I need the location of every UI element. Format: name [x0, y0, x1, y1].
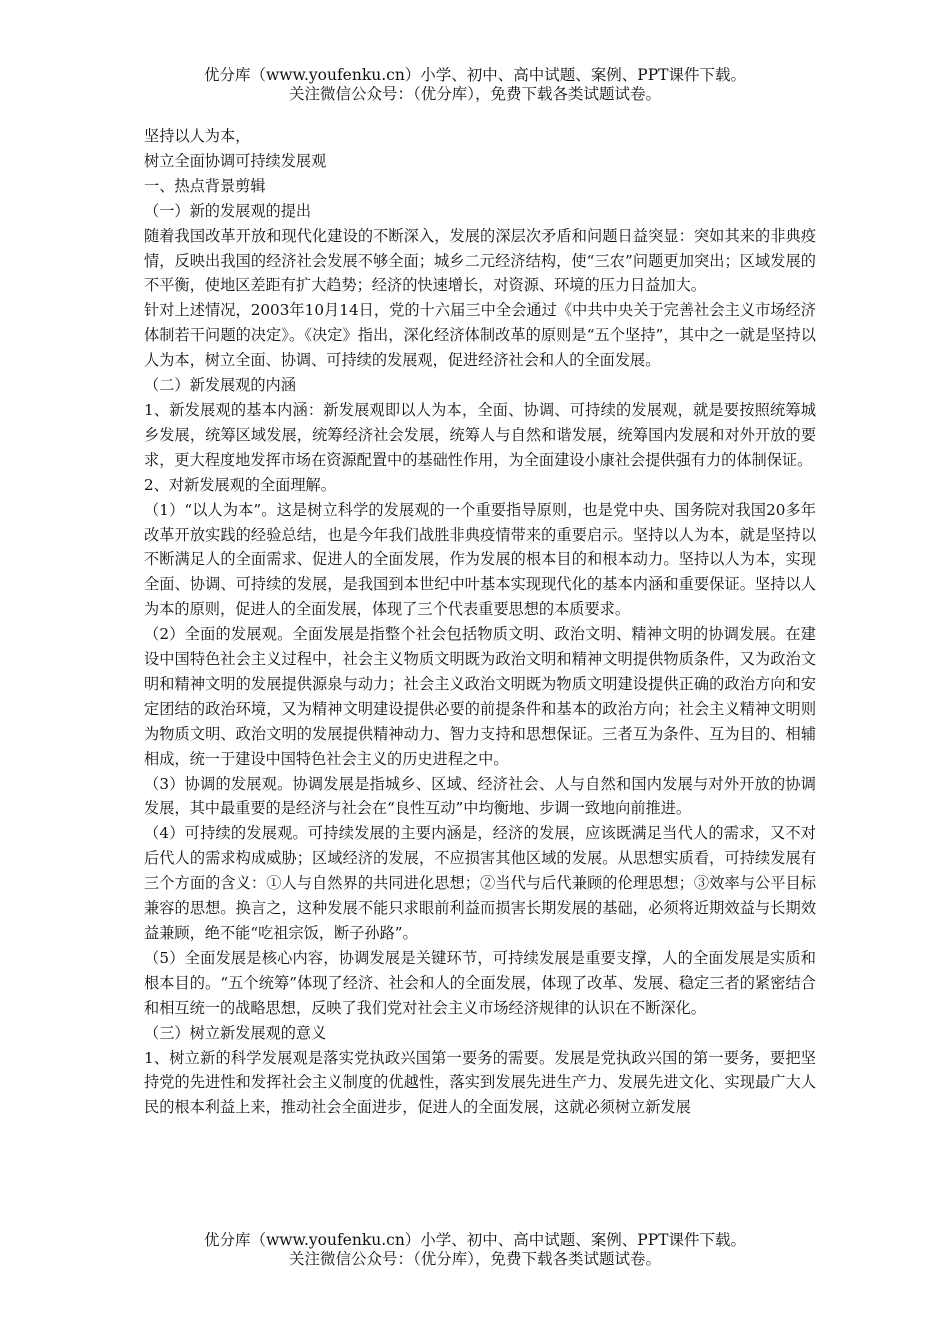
page-footer — [0, 1231, 950, 1269]
paragraph: 针对上述情况，2003年10月14日，党的十六届三中全会通过《中共中央关于完善社会主义市场经济体制若干问题的决定》。《决定》指出，深化经济体制改革的原则是“五个坚持”，其中之一就是坚持以人为本，树立全面、协调、可持续的发展观，促进经济社会和人的全面发展。 — [144, 301, 816, 370]
header-line-1: 优分库（www.youfenku.cn）小学、初中、高中试题、案例、PPT课件下载。 — [203, 66, 747, 84]
page-header — [0, 66, 950, 104]
paragraph: （3）协调的发展观。协调发展是指城乡、区域、经济社会、人与自然和国内发展与对外开放的协调发展，其中最重要的是经济与社会在“良性互动”中均衡地、步调一致地向前推进。 — [144, 774, 816, 818]
document-body — [144, 124, 816, 1120]
paragraph: 随着我国改革开放和现代化建设的不断深入，发展的深层次矛盾和问题日益突显：突如其来的非典疫情，反映出我国的经济社会发展不够全面；城乡二元经济结构，使“三农”问题更加突出；区域发展的不平衡，使地区差距有扩大趋势；经济的快速增长，对资源、环境的压力日益加大。 — [144, 226, 816, 295]
paragraph: 2、对新发展观的全面理解。 — [144, 475, 336, 494]
paragraph: （2）全面的发展观。全面发展是指整个社会包括物质文明、政治文明、精神文明的协调发展。在建设中国特色社会主义过程中，社会主义物质文明既为政治文明和精神文明提供物质条件，又为政治文明和精神文明的发展提供源泉与动力；社会主义政治文明既为物质文明建设提供正确的政治方向和安定团结的政治环境，又为精神文明建设提供必要的前提条件和基本的政治方向；社会主义精神文明则为物质文明、政治文明的发展提供精神动力、智力支持和思想保证。三者互为条件、互为目的、相辅相成，统一于建设中国特色社会主义的历史进程之中。 — [144, 625, 816, 768]
subsection-heading: （三）树立新发展观的意义 — [144, 1023, 327, 1042]
header-line-2: 关注微信公众号：（优分库），免费下载各类试题试卷。 — [288, 85, 661, 103]
paragraph: （5）全面发展是核心内容，协调发展是关键环节，可持续发展是重要支撑，人的全面发展是实质和根本目的。“五个统筹”体现了经济、社会和人的全面发展，体现了改革、发展、稳定三者的紧密结合和相互统一的战略思想，反映了我们党对社会主义市场经济规律的认识在不断深化。 — [144, 948, 816, 1017]
paragraph: 1、树立新的科学发展观是落实党执政兴国第一要务的需要。发展是党执政兴国的第一要务，要把坚持党的先进性和发挥社会主义制度的优越性，落实到发展先进生产力、发展先进文化、实现最广大人民的根本利益上来，推动社会全面进步，促进人的全面发展，这就必须树立新发展 — [144, 1048, 816, 1117]
title-line-1: 坚持以人为本， — [144, 127, 251, 145]
subsection-heading: （二）新发展观的内涵 — [144, 376, 296, 395]
footer-line-1: 优分库（www.youfenku.cn）小学、初中、高中试题、案例、PPT课件下载。 — [203, 1231, 747, 1249]
section-heading: 一、热点背景剪辑 — [144, 176, 266, 195]
paragraph: （4）可持续的发展观。可持续发展的主要内涵是，经济的发展，应该既满足当代人的需求，又不对后代人的需求构成威胁；区域经济的发展，不应损害其他区域的发展。从思想实质看，可持续发展有三个方面的含义：①人与自然界的共同进化思想；②当代与后代兼顾的伦理思想；③效率与公平目标兼容的思想。换言之，这种发展不能只求眼前利益而损害长期发展的基础，必须将近期效益与长期效益兼顾，绝不能“吃祖宗饭，断子孙路”。 — [144, 824, 816, 942]
subsection-heading: （一）新的发展观的提出 — [144, 201, 312, 220]
paragraph: 1、新发展观的基本内涵：新发展观即以人为本，全面、协调、可持续的发展观，就是要按照统筹城乡发展，统筹区域发展，统筹经济社会发展，统筹人与自然和谐发展，统筹国内发展和对外开放的要求，更大程度地发挥市场在资源配置中的基础性作用，为全面建设小康社会提供强有力的体制保证。 — [144, 400, 816, 469]
paragraph: （1）“以人为本”。这是树立科学的发展观的一个重要指导原则，也是党中央、国务院对我国20多年改革开放实践的经验总结，也是今年我们战胜非典疫情带来的重要启示。坚持以人为本，就是坚持以不断满足人的全面需求、促进人的全面发展，作为发展的根本目的和根本动力。坚持以人为本，实现全面、协调、可持续的发展，是我国到本世纪中叶基本实现现代化的基本内涵和重要保证。坚持以人为本的原则，促进人的全面发展，体现了三个代表重要思想的本质要求。 — [144, 500, 816, 619]
title-line-2: 树立全面协调可持续发展观 — [144, 151, 327, 170]
footer-line-2: 关注微信公众号：（优分库），免费下载各类试题试卷。 — [288, 1250, 661, 1268]
